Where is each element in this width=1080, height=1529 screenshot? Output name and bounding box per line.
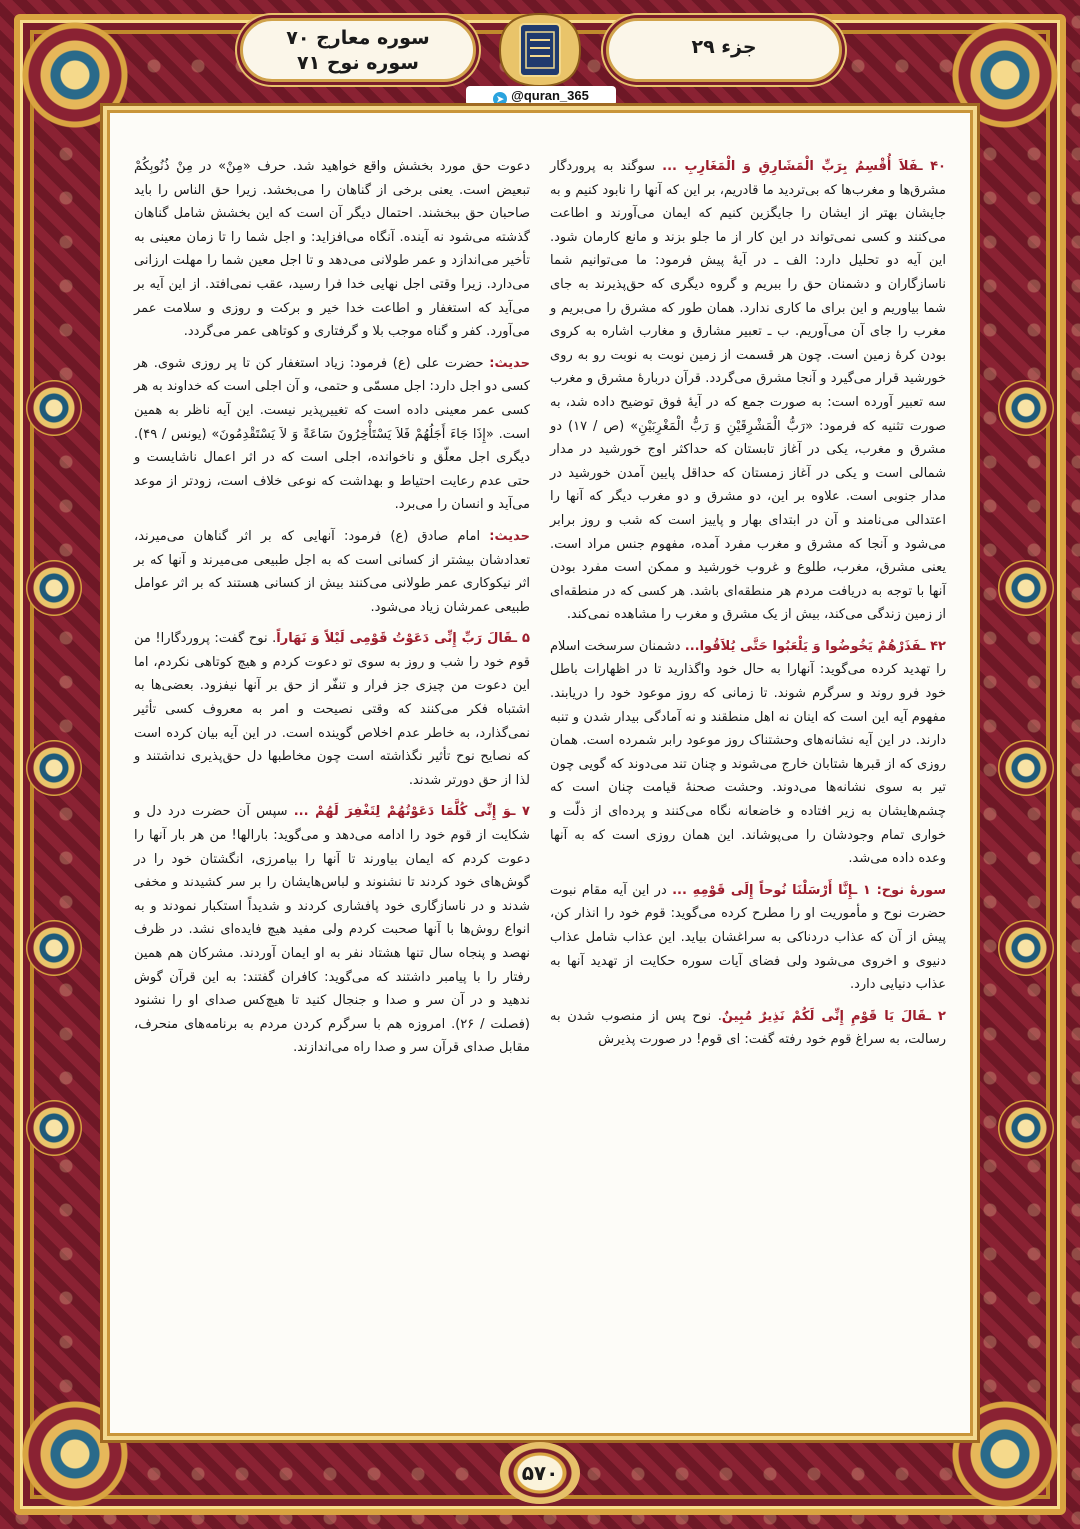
quran-logo-icon bbox=[492, 10, 588, 90]
surah-title-line2: سوره نوح ۷۱ bbox=[297, 52, 419, 74]
right-column bbox=[550, 155, 946, 1060]
commentary-paragraph bbox=[550, 879, 946, 997]
section-label: ۷ ـ bbox=[511, 804, 530, 820]
commentary-paragraph bbox=[550, 155, 946, 627]
commentary-text: امام صادق (ع) فرمود: آنهایی که بر اثر گناهان می‌میرند، تعدادشان بیشتر از کسانی است که به اجل طبیعی می‌میرند و آنها که بر اثر نیکوکاری عمر طولانی می‌کنند بیش از کسانی هستند که بر اثر عوامل طبیعی عمرشان زیاد می‌شود. bbox=[134, 528, 530, 615]
verse-number: ۴۰ ـ bbox=[918, 159, 946, 174]
commentary-paragraph bbox=[134, 800, 530, 1060]
section-label: ۵ ـ bbox=[512, 631, 530, 647]
verse-quote: إِنَّا أَرْسَلْنَا نُوحاً إِلَی قَوْمِهِ ... bbox=[672, 882, 853, 898]
commentary-paragraph bbox=[134, 525, 530, 619]
verse-quote: قَالَ رَبِّ إِنِّی دَعَوْتُ قَوْمِی لَیْلاً وَ نَهَاراً bbox=[276, 631, 513, 647]
commentary-text: دعوت حق مورد بخشش واقع خواهید شد. حرف «مِنْ» در مِنْ ذُنُوبِکُمْ تبعیض است. یعنی برخی از گناهان را می‌بخشد. زیرا حق الناس را باید صاحبان حق ببخشند. احتمال دیگر آن است که این بخشش شامل گناهان گذشته می‌شود نه آینده. آنگاه می‌افزاید: و اجل شما را تا زمان معینی به تأخیر می‌اندازد و عمر طولانی می‌دهد و تا اجل معین شما را مهلت ارزانی می‌دارد. زیرا وقتی اجل نهایی خدا فرا رسید، عقب نمی‌افتد. از این آیه بر می‌آید که استغفار و اطاعت خدا خیر و برکت و روزی و سلامت عمر می‌آورد. کفر و گناه موجب بلا و گرفتاری و کوتاهی عمر می‌گردد. bbox=[134, 159, 530, 340]
commentary-text: حضرت علی (ع) فرمود: زیاد استغفار کن تا پر روزی شوی. هر کسی دو اجل دارد: اجل مسمّی و حتمی، و آن اجلی است که خداوند به هر کسی عمر معینی داده است که تغییرپذیر نیست. این آیه ناظر به همین است. «إِذَا جَاءَ أَجَلُهُمْ فَلاَ یَسْتَأْخِرُونَ سَاعَةً وَ لاَ یَسْتَقْدِمُونَ» (یونس / ۴۹). دیگری اجل معلّق و ناخوانده، اجلی است که در اثر اعمال ناشایست و حتی عدم رعایت احتیاط و بهداشت که نوعی خلاف است، زودتر از موعد می‌آید و انسان را می‌برد. bbox=[134, 355, 530, 513]
commentary-text: سوگند به پروردگار مشرق‌ها و مغرب‌ها که بی‌تردید ما قادریم، بر این که آنها را نابود کنیم و به جایشان بهتر از ایشان را جایگزین کنیم که ایمان می‌آورند و اطاعت می‌کنند و کسی نمی‌تواند در این کار از ما جلو بزند و مانع کارمان شود. این آیه دو تحلیل دارد: الف ـ در آیهٔ پیش فرمود: ما می‌توانیم شما ناسازگاران و دشمنان حق را ببریم و گروه دیگری که حق‌پذیرند به جای شما بیاوریم و این برای ما کاری ندارد. همان طور که مشرق را می‌بریم و مغرب را جای آن می‌آوریم. ب ـ تعبیر مشارق و مغارب اشاره به کروی بودن کرهٔ زمین است. چون هر قسمت از زمین نوبت به نوبت رو به روی خورشید قرار می‌گیرد و آنجا مشرق می‌گردد. قرآن دربارهٔ مشرق و مغرب سه تعبیر آورده است: به صورت جمع که در آیهٔ فوق توضیح داده شد، به صورت تثنیه که فرمود: «رَبُّ الْمَشْرِقَیْنِ وَ رَبُّ الْمَغْرِبَیْنِ» (ص / ۱۷) دو مشرق و مغرب، یکی در آغاز تابستان که حداکثر اوج خورشید در مدار شمالی است و یکی در آغاز زمستان که حداقل پایین آمدن خورشید در مدار جنوبی است. علاوه بر این، دو مشرق و دو مغرب دیگر که آنها را اعتدالی می‌نامند و آن در ابتدای بهار و پاییز است که شب و روز برابر می‌شود و آنجا که مشرق و مغرب مفرد آمده، مفهوم جنس مراد است. یعنی مشرق، مغرب، طلوع و غروب خورشید و ممکن است مفرد بودن آنها با توجه به دریافت مردم هر منطقه‌ای باشد. هر کسی که در منطقه‌ای از زمین زندگی می‌کند، بیش از یک مشرق و مغرب را مشاهده نمی‌کند. bbox=[550, 159, 946, 623]
commentary-text: . نوح گفت: پروردگارا! من قوم خود را شب و روز به سوی تو دعوت کردم و هیچ کوتاهی نکردم، اما این دعوت من چیزی جز فرار و تنفّر از حق بر آنها نیفزود. بعضی‌ها به اشتباه فکر می‌کنند که وقتی نصیحت و امر به معروف کسی تأثیر نمی‌گذارد، به خاطر عدم اخلاص گوینده است. در این آیه بیان کرده است که نصایح نوح تأثیر نگذاشته است چون مخاطبها دل حق‌پذیری نداشتند و لذا از حق دورتر شدند. bbox=[134, 631, 530, 788]
page-number: ۵۷۰ bbox=[500, 1442, 580, 1504]
telegram-icon: ➤ bbox=[493, 92, 507, 106]
commentary-paragraph bbox=[550, 635, 946, 871]
medallion-icon bbox=[26, 1100, 82, 1156]
juz-label: جزء ۲۹ bbox=[691, 36, 757, 58]
medallion-icon bbox=[998, 560, 1054, 616]
surah-title-line1: سوره معارج ۷۰ bbox=[286, 27, 430, 49]
text-panel bbox=[107, 110, 973, 1436]
medallion-icon bbox=[26, 380, 82, 436]
verse-number: ۴۲ ـ bbox=[921, 638, 946, 654]
commentary-text: دشمنان سرسخت اسلام را تهدید کرده می‌گوید: آنهارا به حال خود واگذارید تا در اظهارات باطل خود فرو روند و سرگرم شوند. تا زمانی که روز موعود خود را دریابند. مفهوم آیه این است که اینان نه اهل منطقند و نه آمادگی بیدار شدن و تنبه دارند. در این آیه نشانه‌های وحشتناک روز موعود رابر شمرده است. همان روزی که از قبرها شتابان خارج می‌شوند و چنان تند می‌دوند که گویی چون تیر به سوی نشانه‌ها می‌دوند. وحشت صحنهٔ قیامت چنان است که چشم‌هایشان به زیر افتاده و خاضعانه نگاه می‌کنند و پرده‌ای از ذلّت و خواری تمام وجودشان را می‌پوشاند. این همان روزی است که به آنها وعده داده می‌شد. bbox=[550, 638, 946, 867]
medallion-icon bbox=[998, 920, 1054, 976]
medallion-icon bbox=[998, 1100, 1054, 1156]
channel-handle[interactable] bbox=[466, 86, 616, 106]
channel-handle-text: @quran_365 bbox=[511, 88, 589, 103]
medallion-icon bbox=[26, 560, 82, 616]
left-column bbox=[134, 155, 530, 1068]
commentary-paragraph bbox=[134, 627, 530, 792]
medallion-icon bbox=[26, 740, 82, 796]
medallion-icon bbox=[998, 380, 1054, 436]
commentary-paragraph bbox=[134, 352, 530, 517]
verse-quote: وَ إِنِّی کُلَّمَا دَعَوْتُهُمْ لِتَغْفِرَ لَهُمْ ... bbox=[293, 804, 512, 820]
verse-number: سورهٔ نوح: ۱ ـ bbox=[852, 882, 946, 898]
medallion-icon bbox=[998, 740, 1054, 796]
commentary-text: . نوح پس از منصوب شدن به رسالت، به سراغ قوم خود رفته گفت: ای قوم! در صورت پذیرش bbox=[550, 1008, 946, 1048]
commentary-paragraph bbox=[550, 1005, 946, 1052]
section-label: حدیث: bbox=[489, 528, 530, 544]
section-label: حدیث: bbox=[489, 355, 530, 371]
verse-quote: فَلاَ أُقْسِمُ بِرَبِّ الْمَشَارِقِ وَ الْمَغَارِبِ ... bbox=[662, 159, 919, 174]
commentary-paragraph bbox=[134, 155, 530, 344]
juz-box bbox=[606, 18, 842, 82]
commentary-text: در این آیه مقام نبوت حضرت نوح و مأموریت او را مطرح کرده می‌گوید: قوم خود را انذار کن، پیش از آن که عذاب دردناکی به سراغشان بیاید. این عذاب شامل عذاب دنیوی و اخروی می‌شود ولی فضای آیات سوره حکایت از تهدید آنها به عذاب دنیایی دارد. bbox=[550, 882, 946, 993]
verse-quote: فَذَرْهُمْ یَخُوضُوا وَ یَلْعَبُوا حَتَّی یُلاَقُوا... bbox=[684, 638, 922, 654]
medallion-icon bbox=[26, 920, 82, 976]
commentary-text: سپس آن حضرت درد دل و شکایت از قوم خود را ادامه می‌دهد و می‌گوید: بارالها! من هر بار آنها را دعوت کردم که ایمان بیاورند تا آنها را بیامرزی، انگشتان خود را در گوش‌های خود کردند تا نشنوند و لباس‌هایشان را بر سر کشیدند و مخفی شدند و در ناسازگاری خود پافشاری کردند و شدیداً استکبار نمودند و به انواع روش‌ها با آنها صحبت کردم ولی مفید هیچ فایده‌ای نشد. در ظرف نهصد و پنجاه سال تنها هشتاد نفر به او ایمان آوردند. مشرکان هم همین رفتار را با پیامبر داشتند که می‌گوید: کافران گفتند: به این قرآن گوش ندهید و در آن سر و صدا و جنجال کنید تا هیچ‌کس صدای او را نشنود (فصلت / ۲۶). امروزه هم با سرگرم کردن مردم به برنامه‌های منحرف، مقابل صدای قرآن سر و صدا راه می‌اندازند. bbox=[134, 804, 530, 1056]
surah-title-box bbox=[240, 18, 476, 82]
verse-quote: قَالَ یَا قَوْمِ إِنِّی لَکُمْ نَذِیرٌ مُبِینٌ bbox=[721, 1008, 927, 1024]
verse-number: ۲ ـ bbox=[926, 1008, 946, 1024]
